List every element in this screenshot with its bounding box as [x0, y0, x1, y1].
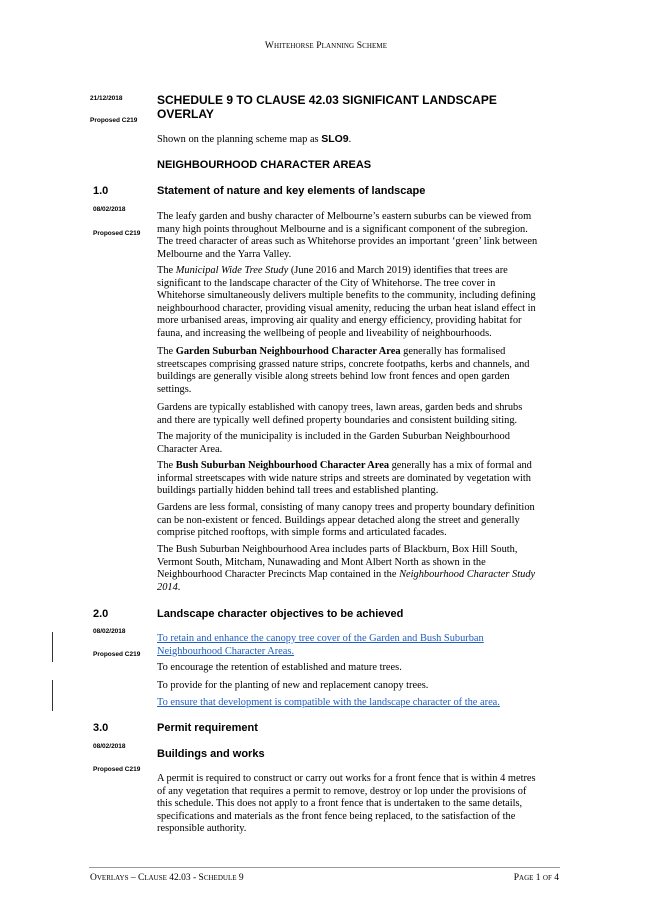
section-subtitle: NEIGHBOURHOOD CHARACTER AREAS: [157, 159, 372, 171]
title-line-2: OVERLAY: [157, 107, 214, 121]
footer-rule: [89, 867, 560, 868]
section-1-paragraph-2: [157, 265, 555, 341]
text-line: neighbourhood character, providing visual amenity, reducing the urban heat island effect in: [157, 302, 536, 314]
section-3-date: 08/02/2018: [93, 743, 126, 750]
text-run: The: [157, 460, 176, 471]
text-run: generally has a mix of formal and: [389, 460, 532, 471]
section-2-number: 2.0: [93, 608, 109, 620]
page-title: [157, 93, 497, 121]
character-study-year: 2014: [157, 581, 178, 593]
title-line-1: SCHEDULE 9 TO CLAUSE 42.03 SIGNIFICANT LANDSCAPE: [157, 93, 497, 107]
change-bar: [52, 632, 53, 662]
text-line: buildings are generally visible along streets behind low front fences and open garden: [157, 371, 510, 383]
section-3-heading: Permit requirement: [157, 722, 258, 734]
section-1-amendment: Proposed C219: [93, 230, 141, 237]
objective-2: To encourage the retention of established and mature trees.: [157, 662, 402, 673]
objective-4-link[interactable]: To ensure that development is compatible with the landscape character of the area.: [157, 697, 500, 708]
shown-prefix: Shown on the planning scheme map as: [157, 134, 322, 145]
text-line: Gardens are typically established with canopy trees, lawn areas, garden beds and shrubs: [157, 402, 523, 413]
text-line: many high points throughout Melbourne and is a significant component of the subregion.: [157, 223, 528, 235]
text-line: can be non-existent or fenced. Buildings appear detached along the street and generally: [157, 514, 520, 526]
section-2-amendment: Proposed C219: [93, 651, 141, 658]
text-line: informal streetscapes with wide nature strips and streets are dominated by vegetation with: [157, 472, 531, 484]
text-line: responsible authority.: [157, 823, 247, 835]
shown-on-map: [157, 133, 555, 147]
section-1-paragraph-8: [157, 544, 555, 594]
section-1-paragraph-6: [157, 460, 555, 498]
text-line: Vermont South, Mitcham, Nunawading and Mont Albert North as shown in the: [157, 556, 486, 568]
change-bar: [52, 680, 53, 711]
text-line: buildings partially hidden behind tall trees and established planting.: [157, 485, 439, 497]
clause-amendment: Proposed C219: [90, 117, 138, 124]
buildings-works-subheading: Buildings and works: [157, 748, 265, 760]
text-line: [157, 460, 555, 473]
shown-suffix: .: [348, 134, 352, 145]
text-line: specifications and materials as the front fence being replaced, to the satisfaction of the: [157, 810, 516, 822]
section-2-date: 08/02/2018: [93, 628, 126, 635]
text-line: The Bush Suburban Neighbourhood Area includes parts of Blackburn, Box Hill South,: [157, 544, 518, 555]
text-line: The majority of the municipality is included in the Garden Suburban Neighbourhood: [157, 431, 510, 442]
section-1-number: 1.0: [93, 185, 109, 197]
text-line: of any vegetation that requires a permit to remove, destroy or lop under the provisions of: [157, 785, 527, 797]
section-3-amendment: Proposed C219: [93, 766, 141, 773]
clause-date: 21/12/2018: [90, 95, 123, 102]
map-code: SLO9: [321, 133, 349, 145]
text-line: Whitehorse simultaneously delivers multiple benefits to the community, including defining: [157, 290, 536, 302]
footer-left: Overlays – Clause 42.03 - Schedule 9: [90, 873, 244, 883]
section-1-paragraph-1: [157, 211, 555, 261]
objective-3: To provide for the planting of new and replacement canopy trees.: [157, 680, 429, 691]
bush-suburban-term: Bush Suburban Neighbourhood Character Area: [175, 460, 390, 471]
text-line: The treed character of areas such as Whitehorse provides an important ‘green’ link between: [157, 236, 538, 248]
text-line: and there are typically well defined property boundaries and consistent building siting.: [157, 414, 518, 426]
text-line: streetscapes comprising grassed nature strips, concrete footpaths, kerbs and channels, and: [157, 358, 530, 370]
text-line: [157, 265, 555, 278]
text-line: Gardens are less formal, consisting of many canopy trees and property boundary definition: [157, 502, 535, 513]
section-1-paragraph-3: [157, 346, 555, 396]
tree-study-title: Municipal Wide Tree Study: [175, 265, 289, 276]
garden-suburban-term: Garden Suburban Neighbourhood Character Area: [175, 346, 401, 357]
section-2-heading: Landscape character objectives to be achieved: [157, 608, 404, 620]
section-1-paragraph-7: [157, 502, 555, 540]
page-header: Whitehorse Planning Scheme: [264, 41, 388, 51]
text-run: .: [177, 581, 181, 593]
text-line: more urbanised areas, improving air quality and energy efficiency, providing habitat for: [157, 315, 522, 327]
section-1-date: 08/02/2018: [93, 206, 126, 213]
text-line: [157, 582, 555, 595]
text-line: significant to the landscape character of the City of Whitehorse. The tree cover in: [157, 277, 496, 289]
text-line: A permit is required to construct or carry out works for a front fence that is within 4 metres: [157, 773, 536, 784]
text-run: The: [157, 346, 176, 357]
text-line: comprise pitched rooftops, with simple forms and articulated facades.: [157, 527, 447, 539]
text-line: [157, 346, 555, 359]
text-line: this schedule. This does not apply to a front fence that is undertaken to the same details,: [157, 798, 523, 810]
text-run: generally has formalised: [400, 346, 506, 357]
section-1-heading: Statement of nature and key elements of landscape: [157, 185, 426, 197]
text-line: To retain and enhance the canopy tree cover of the Garden and Bush Suburban: [157, 633, 484, 644]
section-1-paragraph-5: [157, 431, 555, 456]
objective-1-link[interactable]: [157, 633, 555, 658]
text-line: The leafy garden and bushy character of Melbourne’s eastern suburbs can be viewed from: [157, 211, 532, 222]
section-1-paragraph-4: [157, 402, 555, 427]
section-3-paragraph-1: [157, 773, 555, 836]
text-run: Neighbourhood Character Precincts Map contained in the: [157, 569, 400, 581]
text-line: settings.: [157, 383, 192, 395]
text-run: The: [157, 265, 176, 276]
character-study-title: Neighbourhood Character Study: [399, 569, 536, 581]
text-run: (June 2016 and March 2019) identifies that trees are: [288, 265, 508, 276]
page-number: Page 1 of 4: [513, 873, 559, 883]
text-line: Neighbourhood Character Areas.: [157, 645, 295, 657]
text-line: [157, 569, 555, 582]
text-line: Melbourne and the Yarra Valley.: [157, 248, 292, 260]
section-3-number: 3.0: [93, 722, 109, 734]
text-line: Character Area.: [157, 443, 223, 455]
text-line: fauna, and increasing the wellbeing of people and liveability of neighbourhoods.: [157, 327, 492, 339]
